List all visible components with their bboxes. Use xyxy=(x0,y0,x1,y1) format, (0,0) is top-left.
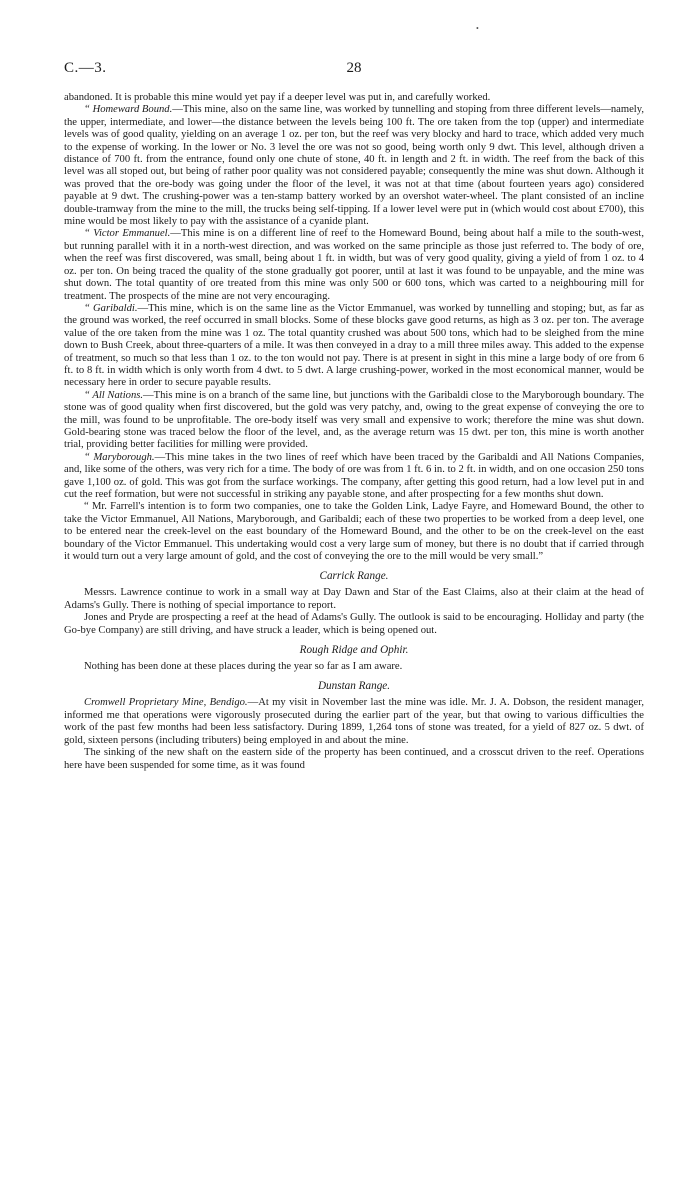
paragraph-lead: “ Victor Emmanuel. xyxy=(84,228,171,240)
paragraph-text: —At my visit in November last the mine was idle. Mr. J. A. Dobson, the resident manager, informed me that operations were vigorously prosecuted during the earlier part of the year, but that owing to various difficulties the work of the past few months had been less satisfactory. During 1899, 1,264 tons of stone was treated, for a yield of 827 oz. 5 dwt. of gold, sixteen persons (including tributers) being employed in and about the mine. xyxy=(64,697,645,746)
stray-mark: • xyxy=(476,24,479,33)
section-heading-rough-ridge: Rough Ridge and Ophir. xyxy=(299,644,409,657)
section-heading-dunstan-range: Dunstan Range. xyxy=(317,680,391,693)
paragraph-text: “ Mr. Farrell's intention is to form two companies, one to take the Golden Link, Ladye Fayre, and Homeward Bound, the other to take the Victor Emmanuel, All Nations, Maryborough, and Garibaldi; each of these two properties to be worked from a deep level, one to be entered near the creek-level on the east boundary of the Homeward Bound, and the other to be on the creek-level on the east boundary of the Victor Emmanuel. This undertaking would cost a very large sum of money, but there is no doubt that if carried through it would turn out a very large amount of gold, and the cost of conveying the ore to the mill would be very small.” xyxy=(64,501,644,563)
paragraph-continuation: abandoned. It is probable this mine would yet pay if a deeper level was put in, and carefully worked. xyxy=(64,92,491,103)
paragraph-lead: “ Homeward Bound. xyxy=(84,104,173,116)
document-page xyxy=(64,24,645,772)
paragraph-cromwell-proprietary xyxy=(64,697,644,747)
paragraph-text: —This mine, also on the same line, was worked by tunnelling and stoping from three different levels—namely, the upper, intermediate, and lower—the distance between the levels being 100 ft. The ore taken from the top (upper) and intermediate levels was of good quality, yielding on an average 1 oz. per ton, but the reef was very blocky and hard to trace, which added very much to the expense of working. In the lower or No. 3 level the ore was not so good, being worth only 9 dwt. This level, although driven a distance of 700 ft. from the entrance, found only one chute of stone, 40 ft. in length and 2 ft. in width. The reef from the back of this level was all stoped out, but being of rather poor quality was not considered payable; consequently the mine was shut down. Although it was proved that the ore-body was going under the floor of the level, it was not at that time (about fourteen years ago) considered payable at 9 dwt. The crushing-power was a ten-stamp battery worked by an overshot water-wheel. The plant consisted of an incline double-tramway from the mine to the mill, the trucks being self-tipping. If a lower level were put in (which would cost about £700), this mine would be most likely to pay with the assistance of a cyanide plant. xyxy=(64,104,644,228)
section-heading-carrick-range: Carrick Range. xyxy=(319,570,389,583)
paragraph-maryborough xyxy=(64,452,644,502)
paragraph-nothing-done xyxy=(64,661,644,673)
page-number: 28 xyxy=(346,60,362,76)
paragraph-text: Nothing has been done at these places during the year so far as I am aware. xyxy=(84,661,403,673)
document-reference: C.—3. xyxy=(64,60,107,76)
paragraph-text: Jones and Pryde are prospecting a reef at the head of Adams's Gully. The outlook is said to be encouraging. Holliday and party (the Go-bye Company) are still driving, and have struck a leader, which is being opened out. xyxy=(64,612,644,636)
paragraph-lawrence xyxy=(64,587,644,612)
paragraph-lead: “ Garibaldi. xyxy=(84,302,138,314)
paragraph-jones-pryde xyxy=(64,612,644,637)
paragraph-homeward-bound xyxy=(64,104,644,228)
paragraph-lead: “ Maryborough. xyxy=(84,451,155,463)
paragraph-text: —This mine is on a different line of reef to the Homeward Bound, being about half a mile to the south-west, but running parallel with it in a north-west direction, and was worked on the same principle as those just referred to. The body of ore, when the reef was first discovered, was small, being about 1 ft. in width, but was of very good quality, giving a yield of from 1 oz. to 4 oz. per ton. On being traced the quality of the stone gradually got poorer, until at last it was found to be unpayable, and the mine was shut down. The total quantity of ore treated from this mine was only 500 or 600 tons, which was carted to a neighbouring mill for treatment. The prospects of the mine are not very encouraging. xyxy=(64,228,644,302)
paragraph-text: —This mine takes in the two lines of reef which have been traced by the Garibaldi and All Nations Companies, and, like some of the others, was very rich for a time. The body of ore was from 1 ft. 6 in. to 2 ft. in width, and on one occasion 250 tons gave 1,100 oz. of gold. This was got from the surface workings. The company, after getting this good return, had a low level put in and cut the reef formation, but were not successful in striking any payable stone, and after prospecting for a few months shut down. xyxy=(64,451,644,500)
paragraph-text: The sinking of the new shaft on the eastern side of the property has been continued, and a crosscut driven to the reef. Operations here have been suspended for some time, as it was found xyxy=(64,747,644,771)
paragraph-all-nations xyxy=(64,390,644,452)
paragraph-victor-emmanuel xyxy=(64,228,644,302)
paragraph-lead: “ All Nations. xyxy=(84,389,144,401)
body-text xyxy=(64,92,644,772)
paragraph-text: —This mine is on a branch of the same line, but junctions with the Garibaldi close to the Maryborough boundary. The stone was of good quality when first discovered, but the gold was very patchy, and, owing to the great expense of conveying the ore to the mill, was found to be unprofitable. The ore-body itself was very small and expensive to work; therefore the mine was shut down. Gold-bearing stone was traced below the floor of the level, and, as the average return was 15 dwt. per ton, this mine is worth another trial, providing better facilities for milling were provided. xyxy=(64,389,644,451)
paragraph-new-shaft xyxy=(64,747,644,772)
paragraph-text: Messrs. Lawrence continue to work in a small way at Day Dawn and Star of the East Claims, also at their claim at the head of Adams's Gully. There is nothing of special importance to report. xyxy=(64,587,644,611)
page-header xyxy=(64,24,644,84)
paragraph-farrell-intention xyxy=(64,501,644,563)
paragraph-text: —This mine, which is on the same line as the Victor Emmanuel, was worked by tunnelling and stoping; but, as far as the ground was worked, the reef occurred in small blocks. Some of these blocks gave good returns, as high as 3 oz. per ton. The average value of the ore taken from the mine was 1 oz. The total quantity crushed was about 500 tons, which had to be sleighed from the mine down to Bush Creek, about three-quarters of a mile. It was then conveyed in a dray to a mill three miles away. This added to the expense of treatment, so much so that less than 1 oz. to the ton would not pay. There is at present in sight in this mine a large body of ore from 6 ft. to 8 ft. in width which is only worth from 4 dwt. to 5 dwt. A large crushing-power, worked in the most economical manner, would be necessary here in order to secure payable results. xyxy=(64,302,645,389)
paragraph-lead: Cromwell Proprietary Mine, Bendigo. xyxy=(84,697,248,709)
paragraph-garibaldi xyxy=(64,303,644,390)
